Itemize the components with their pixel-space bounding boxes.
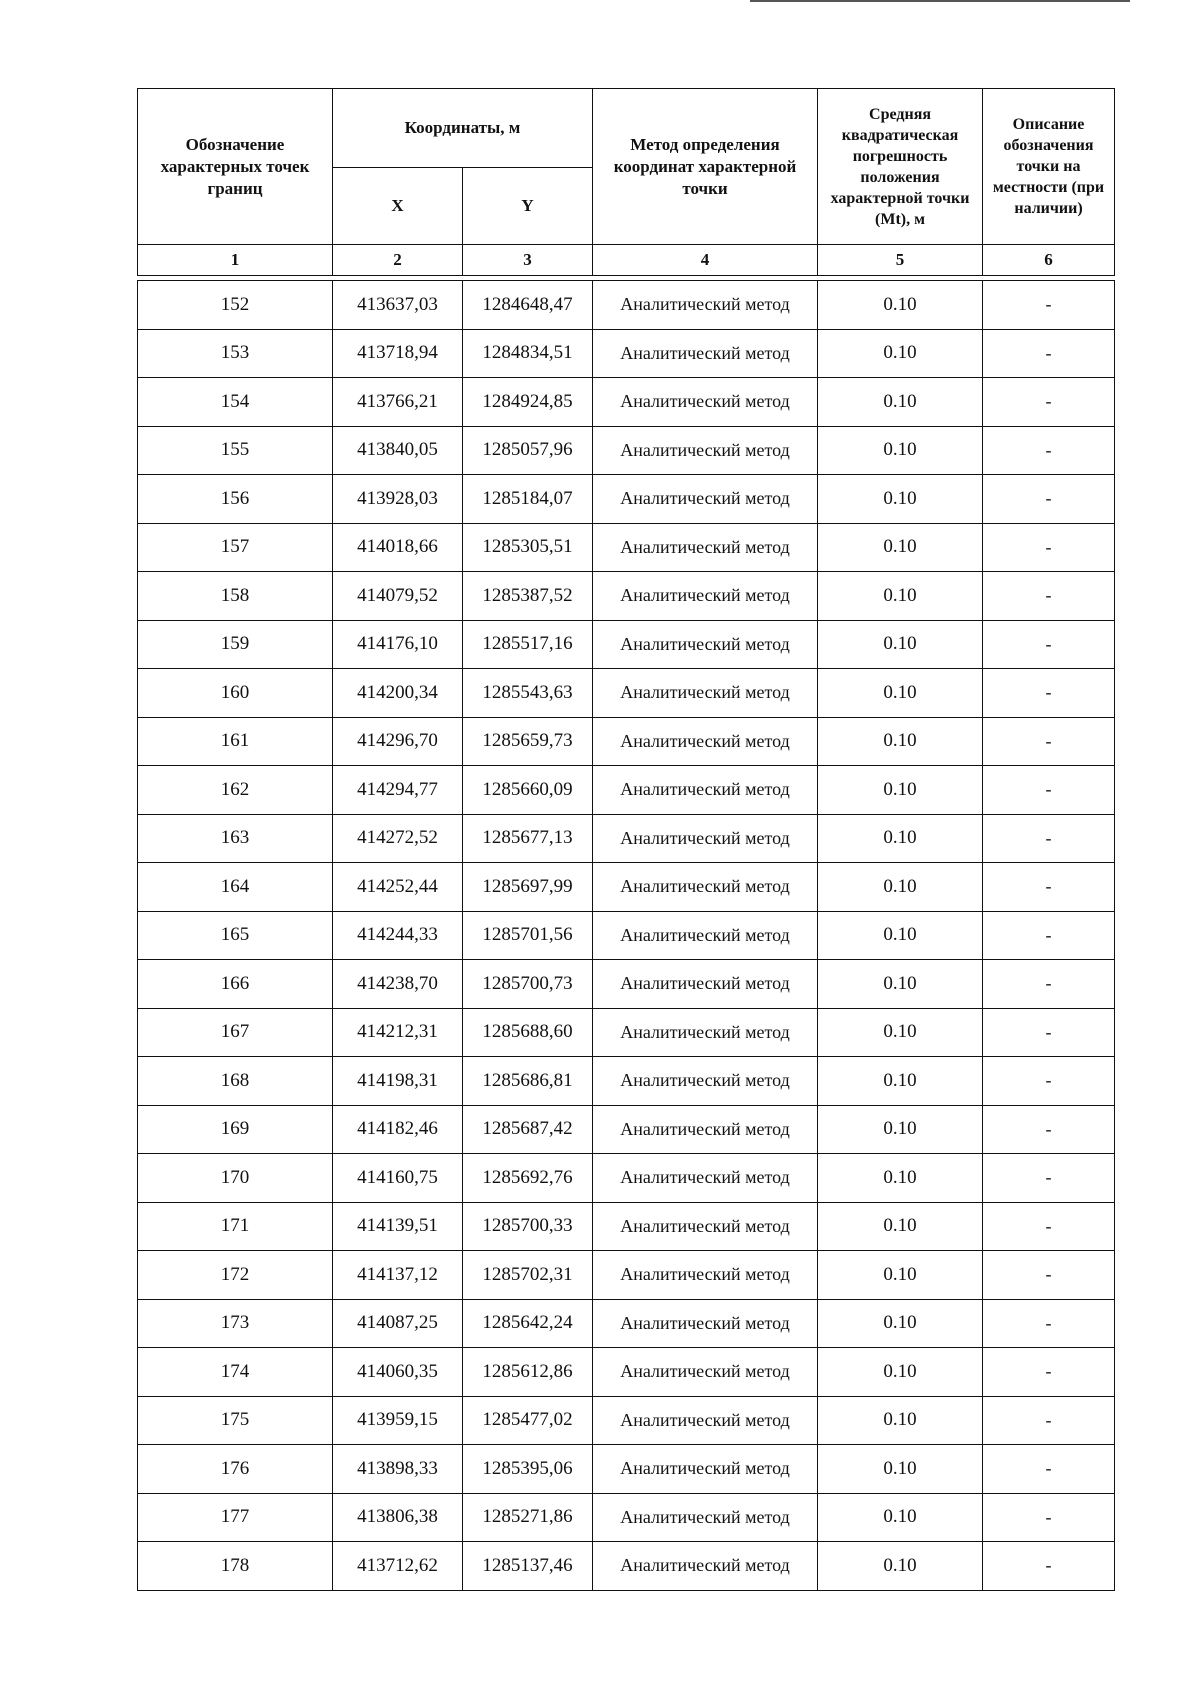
point-id-cell: 178 [138,1542,333,1591]
y-coordinate-cell: 1285395,06 [463,1445,593,1494]
method-cell: Аналитический метод [593,863,818,912]
x-coordinate-cell: 413718,94 [333,329,463,378]
table-row [138,1057,1115,1106]
table-row [138,1396,1115,1445]
description-cell: - [983,378,1115,427]
y-coordinate-cell: 1285543,63 [463,669,593,718]
point-id-cell: 157 [138,523,333,572]
method-cell: Аналитический метод [593,475,818,524]
table-row [138,475,1115,524]
error-value-cell: 0.10 [818,281,983,330]
table-row [138,1008,1115,1057]
method-cell: Аналитический метод [593,572,818,621]
y-coordinate-cell: 1285057,96 [463,426,593,475]
description-cell: - [983,1057,1115,1106]
x-coordinate-cell: 414252,44 [333,863,463,912]
column-number-row [138,245,1115,276]
table-row [138,960,1115,1009]
table-row [138,1251,1115,1300]
header-row [138,89,1115,168]
table-row [138,329,1115,378]
table-row [138,1348,1115,1397]
y-coordinate-cell: 1284924,85 [463,378,593,427]
description-cell: - [983,1154,1115,1203]
y-coordinate-cell: 1285137,46 [463,1542,593,1591]
y-coordinate-cell: 1285477,02 [463,1396,593,1445]
method-cell: Аналитический метод [593,960,818,1009]
x-coordinate-cell: 414079,52 [333,572,463,621]
description-cell: - [983,1542,1115,1591]
error-value-cell: 0.10 [818,814,983,863]
y-coordinate-cell: 1285697,99 [463,863,593,912]
point-id-cell: 168 [138,1057,333,1106]
method-cell: Аналитический метод [593,620,818,669]
x-coordinate-cell: 414272,52 [333,814,463,863]
error-value-cell: 0.10 [818,1445,983,1494]
point-id-cell: 177 [138,1493,333,1542]
table-row [138,281,1115,330]
table-row [138,766,1115,815]
point-id-cell: 152 [138,281,333,330]
x-coordinate-cell: 414244,33 [333,911,463,960]
y-coordinate-cell: 1285677,13 [463,814,593,863]
description-cell: - [983,281,1115,330]
y-coordinate-cell: 1285271,86 [463,1493,593,1542]
table-row [138,620,1115,669]
x-coordinate-cell: 414198,31 [333,1057,463,1106]
method-cell: Аналитический метод [593,1493,818,1542]
error-value-cell: 0.10 [818,960,983,1009]
y-coordinate-cell: 1285184,07 [463,475,593,524]
point-id-cell: 167 [138,1008,333,1057]
table-row [138,911,1115,960]
error-value-cell: 0.10 [818,1057,983,1106]
x-coordinate-cell: 414296,70 [333,717,463,766]
header-y: Y [463,168,593,245]
description-cell: - [983,1202,1115,1251]
error-value-cell: 0.10 [818,1202,983,1251]
point-id-cell: 160 [138,669,333,718]
error-value-cell: 0.10 [818,620,983,669]
table-row [138,1202,1115,1251]
error-value-cell: 0.10 [818,669,983,718]
error-value-cell: 0.10 [818,1008,983,1057]
x-coordinate-cell: 413959,15 [333,1396,463,1445]
error-value-cell: 0.10 [818,426,983,475]
column-number: 3 [463,245,593,276]
x-coordinate-cell: 414176,10 [333,620,463,669]
header-x: X [333,168,463,245]
point-id-cell: 166 [138,960,333,1009]
description-cell: - [983,669,1115,718]
description-cell: - [983,1445,1115,1494]
y-coordinate-cell: 1285687,42 [463,1105,593,1154]
table-row [138,1299,1115,1348]
description-cell: - [983,911,1115,960]
method-cell: Аналитический метод [593,1154,818,1203]
method-cell: Аналитический метод [593,1445,818,1494]
table-row [138,523,1115,572]
point-id-cell: 169 [138,1105,333,1154]
column-number: 1 [138,245,333,276]
error-value-cell: 0.10 [818,1348,983,1397]
description-cell: - [983,475,1115,524]
y-coordinate-cell: 1285305,51 [463,523,593,572]
x-coordinate-cell: 413806,38 [333,1493,463,1542]
x-coordinate-cell: 413637,03 [333,281,463,330]
error-value-cell: 0.10 [818,1299,983,1348]
method-cell: Аналитический метод [593,1542,818,1591]
table-row [138,863,1115,912]
header-mean-square-error: Средняя квадратическая погрешность положения характерной точки (Mt), м [818,89,983,245]
method-cell: Аналитический метод [593,911,818,960]
description-cell: - [983,1493,1115,1542]
y-coordinate-cell: 1285701,56 [463,911,593,960]
header-point-description: Описание обозначения точки на местности (при наличии) [983,89,1115,245]
description-cell: - [983,620,1115,669]
table-row [138,1445,1115,1494]
table-row [138,717,1115,766]
y-coordinate-cell: 1285642,24 [463,1299,593,1348]
point-id-cell: 165 [138,911,333,960]
column-number: 5 [818,245,983,276]
y-coordinate-cell: 1285688,60 [463,1008,593,1057]
description-cell: - [983,814,1115,863]
error-value-cell: 0.10 [818,717,983,766]
x-coordinate-cell: 414182,46 [333,1105,463,1154]
x-coordinate-cell: 414160,75 [333,1154,463,1203]
y-coordinate-cell: 1285692,76 [463,1154,593,1203]
point-id-cell: 161 [138,717,333,766]
method-cell: Аналитический метод [593,717,818,766]
column-number: 2 [333,245,463,276]
point-id-cell: 156 [138,475,333,524]
error-value-cell: 0.10 [818,523,983,572]
table-row [138,1105,1115,1154]
description-cell: - [983,1396,1115,1445]
point-id-cell: 171 [138,1202,333,1251]
description-cell: - [983,960,1115,1009]
point-id-cell: 158 [138,572,333,621]
y-coordinate-cell: 1285700,73 [463,960,593,1009]
scan-edge-line [750,0,1130,2]
error-value-cell: 0.10 [818,329,983,378]
description-cell: - [983,717,1115,766]
point-id-cell: 154 [138,378,333,427]
error-value-cell: 0.10 [818,378,983,427]
method-cell: Аналитический метод [593,814,818,863]
x-coordinate-cell: 414137,12 [333,1251,463,1300]
description-cell: - [983,766,1115,815]
x-coordinate-cell: 414238,70 [333,960,463,1009]
description-cell: - [983,863,1115,912]
table-row [138,572,1115,621]
method-cell: Аналитический метод [593,766,818,815]
description-cell: - [983,1348,1115,1397]
point-id-cell: 170 [138,1154,333,1203]
column-number: 6 [983,245,1115,276]
x-coordinate-cell: 414087,25 [333,1299,463,1348]
table-row [138,669,1115,718]
table-row [138,426,1115,475]
point-id-cell: 162 [138,766,333,815]
method-cell: Аналитический метод [593,1299,818,1348]
x-coordinate-cell: 414294,77 [333,766,463,815]
method-cell: Аналитический метод [593,669,818,718]
y-coordinate-cell: 1285517,16 [463,620,593,669]
point-id-cell: 173 [138,1299,333,1348]
boundary-points-table [137,88,1115,1591]
point-id-cell: 155 [138,426,333,475]
error-value-cell: 0.10 [818,1251,983,1300]
method-cell: Аналитический метод [593,426,818,475]
x-coordinate-cell: 414212,31 [333,1008,463,1057]
header-method: Метод определения координат характерной точки [593,89,818,245]
description-cell: - [983,1251,1115,1300]
header-point-designation: Обозначение характерных точек границ [138,89,333,245]
error-value-cell: 0.10 [818,1542,983,1591]
method-cell: Аналитический метод [593,378,818,427]
y-coordinate-cell: 1284648,47 [463,281,593,330]
description-cell: - [983,1299,1115,1348]
x-coordinate-cell: 413898,33 [333,1445,463,1494]
error-value-cell: 0.10 [818,766,983,815]
description-cell: - [983,329,1115,378]
method-cell: Аналитический метод [593,1348,818,1397]
error-value-cell: 0.10 [818,863,983,912]
point-id-cell: 164 [138,863,333,912]
y-coordinate-cell: 1285612,86 [463,1348,593,1397]
method-cell: Аналитический метод [593,1105,818,1154]
point-id-cell: 174 [138,1348,333,1397]
y-coordinate-cell: 1285387,52 [463,572,593,621]
column-number: 4 [593,245,818,276]
description-cell: - [983,426,1115,475]
x-coordinate-cell: 414018,66 [333,523,463,572]
error-value-cell: 0.10 [818,1154,983,1203]
error-value-cell: 0.10 [818,911,983,960]
table-row [138,378,1115,427]
y-coordinate-cell: 1285659,73 [463,717,593,766]
table-row [138,1542,1115,1591]
x-coordinate-cell: 413712,62 [333,1542,463,1591]
y-coordinate-cell: 1285686,81 [463,1057,593,1106]
description-cell: - [983,1105,1115,1154]
description-cell: - [983,523,1115,572]
method-cell: Аналитический метод [593,1396,818,1445]
point-id-cell: 172 [138,1251,333,1300]
point-id-cell: 159 [138,620,333,669]
description-cell: - [983,572,1115,621]
table-row [138,1154,1115,1203]
y-coordinate-cell: 1285702,31 [463,1251,593,1300]
x-coordinate-cell: 414060,35 [333,1348,463,1397]
point-id-cell: 175 [138,1396,333,1445]
error-value-cell: 0.10 [818,1105,983,1154]
x-coordinate-cell: 413840,05 [333,426,463,475]
error-value-cell: 0.10 [818,475,983,524]
x-coordinate-cell: 413928,03 [333,475,463,524]
method-cell: Аналитический метод [593,329,818,378]
point-id-cell: 163 [138,814,333,863]
x-coordinate-cell: 414200,34 [333,669,463,718]
method-cell: Аналитический метод [593,1057,818,1106]
method-cell: Аналитический метод [593,1008,818,1057]
error-value-cell: 0.10 [818,1493,983,1542]
x-coordinate-cell: 414139,51 [333,1202,463,1251]
method-cell: Аналитический метод [593,1251,818,1300]
method-cell: Аналитический метод [593,523,818,572]
y-coordinate-cell: 1285700,33 [463,1202,593,1251]
point-id-cell: 153 [138,329,333,378]
error-value-cell: 0.10 [818,572,983,621]
description-cell: - [983,1008,1115,1057]
header-coordinates: Координаты, м [333,89,593,168]
y-coordinate-cell: 1285660,09 [463,766,593,815]
x-coordinate-cell: 413766,21 [333,378,463,427]
point-id-cell: 176 [138,1445,333,1494]
y-coordinate-cell: 1284834,51 [463,329,593,378]
method-cell: Аналитический метод [593,1202,818,1251]
error-value-cell: 0.10 [818,1396,983,1445]
table-row [138,814,1115,863]
table-row [138,1493,1115,1542]
method-cell: Аналитический метод [593,281,818,330]
